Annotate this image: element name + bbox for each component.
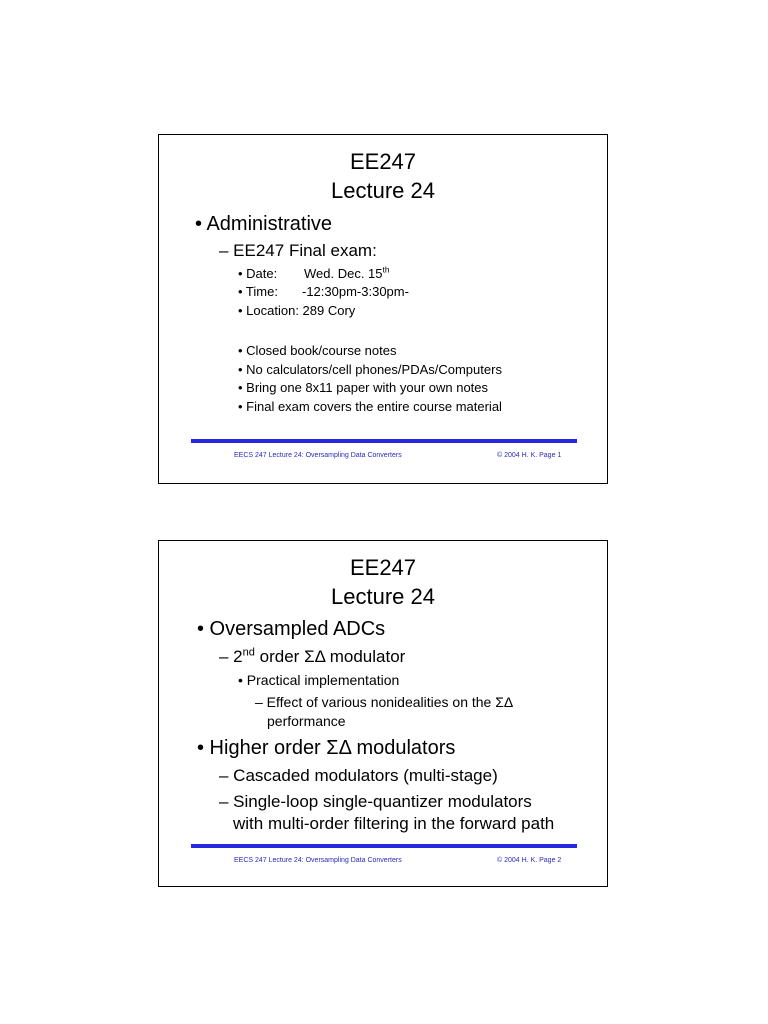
- bullet-final-exam: – EE247 Final exam:: [219, 241, 377, 260]
- slide-2-title-line-2: Lecture 24: [331, 584, 435, 609]
- bullet-higher-order: • Higher order ΣΔ modulators: [197, 737, 456, 759]
- slide-1-title-line-1: EE247: [349, 149, 417, 174]
- bullet-time-value: -12:30pm-3:30pm-: [302, 284, 409, 299]
- second-order-rest: order ΣΔ modulator: [254, 647, 406, 666]
- second-order-prefix: – 2: [219, 647, 243, 666]
- slide-1-footer-page: © 2004 H. K. Page 1: [497, 452, 562, 459]
- bullet-time-label: • Time:: [238, 284, 278, 299]
- slide-1: [158, 134, 608, 484]
- slide-2-footer-page: © 2004 H. K. Page 2: [497, 857, 562, 864]
- bullet-closed-book: • Closed book/course notes: [238, 343, 397, 358]
- slide-2-title-line-1: EE247: [349, 555, 417, 580]
- bullet-cascaded: – Cascaded modulators (multi-stage): [219, 766, 498, 785]
- bullet-administrative: • Administrative: [195, 213, 333, 235]
- bullet-oversampled-adcs: • Oversampled ADCs: [197, 618, 386, 640]
- bullet-bring-paper: • Bring one 8x11 paper with your own notes: [238, 380, 489, 395]
- bullet-date-value: [304, 266, 390, 281]
- slide-1-title-line-2: Lecture 24: [331, 178, 435, 203]
- bullet-location: • Location: 289 Cory: [238, 303, 356, 318]
- bullet-date-label: • Date:: [238, 266, 278, 281]
- slide-1-footer-course: EECS 247 Lecture 24: Oversampling Data Converters: [234, 452, 402, 459]
- footer-accent-bar: [191, 439, 577, 443]
- bullet-second-order: [219, 647, 405, 667]
- date-superscript: th: [382, 264, 390, 275]
- bullet-effect-line-2: performance: [267, 713, 346, 729]
- bullet-no-calculators: • No calculators/cell phones/PDAs/Computers: [238, 362, 502, 377]
- slide-2-footer-course: EECS 247 Lecture 24: Oversampling Data Converters: [234, 857, 402, 864]
- bullet-single-loop-line-2: with multi-order filtering in the forward path: [233, 814, 555, 833]
- date-value: Wed. Dec. 15: [304, 266, 383, 281]
- bullet-practical-implementation: • Practical implementation: [238, 672, 400, 688]
- bullet-exam-covers: • Final exam covers the entire course material: [238, 399, 502, 414]
- slide-2: [158, 540, 608, 887]
- footer-accent-bar: [191, 844, 577, 848]
- second-order-superscript: nd: [242, 646, 255, 659]
- bullet-single-loop-line-1: – Single-loop single-quantizer modulators: [219, 792, 532, 811]
- bullet-effect-line-1: – Effect of various nonidealities on the ΣΔ: [255, 694, 514, 710]
